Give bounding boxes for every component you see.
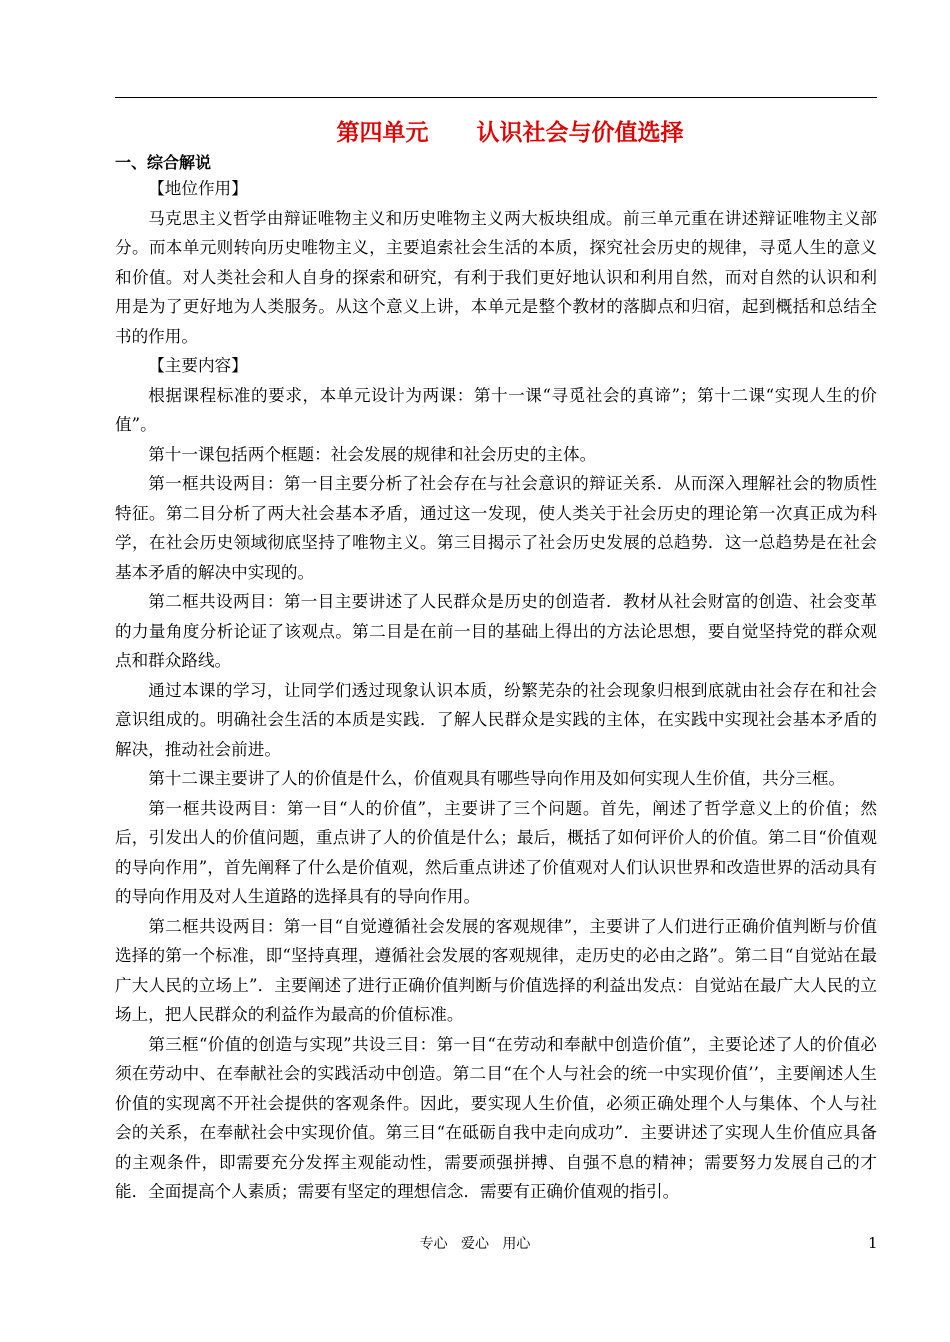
paragraph: 通过本课的学习，让同学们透过现象认识本质，纷繁芜杂的社会现象归根到底就由社会存在和社会意识组成的。明确社会生活的本质是实践．了解人民群众是实践的主体，在实践中实现社会基本矛盾的解决，推动社会前进。 bbox=[115, 680, 877, 759]
header-rule bbox=[115, 97, 877, 98]
unit-title: 第四单元 认识社会与价值选择 bbox=[336, 120, 684, 146]
subheading-main-content: 【主要内容】 bbox=[148, 356, 248, 375]
paragraph: 第一框共设两目：第一目“人的价值”，主要讲了三个问题。首先，阐述了哲学意义上的价值；然后，引发出人的价值问题，重点讲了人的价值是什么；最后，概括了如何评价人的价值。第二目“价值观的导向作用”，首先阐释了什么是价值观，然后重点讲述了价值观对人们认识世界和改造世界的活动具有的导向作用及对人生道路的选择具有的导向作用。 bbox=[115, 798, 877, 906]
footer-motto: 专心 爱心 用心 bbox=[419, 1236, 531, 1252]
paragraph: 马克思主义哲学由辩证唯物主义和历史唯物主义两大板块组成。前三单元重在讲述辩证唯物主义部分。而本单元则转向历史唯物主义，主要追索社会生活的本质，探究社会历史的规律，寻觅人生的意义和价值。对人类社会和人自身的探索和研究，有利于我们更好地认识和利用自然，而对自然的认识和利用是为了更好地为人类服务。从这个意义上讲，本单元是整个教材的落脚点和归宿，起到概括和总结全书的作用。 bbox=[115, 208, 877, 346]
paragraph: 根据课程标准的要求，本单元设计为两课：第十一课“寻觅社会的真谛”；第十二课“实现人生的价值”。 bbox=[115, 385, 877, 434]
subheading-position-role: 【地位作用】 bbox=[148, 179, 248, 198]
document-body bbox=[115, 174, 877, 1207]
paragraph: 第二框共设两目：第一目主要讲述了人民群众是历史的创造者．教材从社会财富的创造、社会变革的力量角度分析论证了该观点。第二目是在前一目的基础上得出的方法论思想，要自觉坚持党的群众观点和群众路线。 bbox=[115, 592, 877, 670]
paragraph: 第十一课包括两个框题：社会发展的规律和社会历史的主体。 bbox=[148, 444, 597, 464]
paragraph: 第二框共设两目：第一目“自觉遵循社会发展的客观规律”，主要讲了人们进行正确价值判断与价值选择的第一个标准，即“坚持真理，遵循社会发展的客观规律，走历史的必由之路”。第二目“自觉站在最广大人民的立场上”．主要阐述了进行正确价值判断与价值选择的利益出发点：自觉站在最广大人民的立场上，把人民群众的利益作为最高的价值标准。 bbox=[115, 916, 877, 1024]
page-number: 1 bbox=[868, 1234, 878, 1252]
paragraph: 第一框共设两目：第一目主要分析了社会存在与社会意识的辩证关系．从而深入理解社会的物质性特征。第二目分析了两大社会基本矛盾，通过这一发现，使人类关于社会历史的理论第一次真正成为科学，在社会历史领域彻底坚持了唯物主义。第三目揭示了社会历史发展的总趋势．这一总趋势是在社会基本矛盾的解决中实现的。 bbox=[115, 474, 877, 582]
paragraph: 第三框“价值的创造与实现”共设三目：第一目“在劳动和奉献中创造价值”，主要论述了人的价值必须在劳动中、在奉献社会的实践活动中创造。第二目“在个人与社会的统一中实现价值’’，主要阐述人生价值的实现离不开社会提供的客观条件。因此，要实现人生价值，必须正确处理个人与集体、个人与社会的关系，在奉献社会中实现价值。第三目“在砥砺自我中走向成功”．主要讲述了实现人生价值应具备的主观条件，即需要充分发挥主观能动性，需要顽强拼搏、自强不息的精神；需要努力发展自己的才能．全面提高个人素质；需要有坚定的理想信念．需要有正确价值观的指引。 bbox=[115, 1034, 877, 1201]
paragraph: 第十二课主要讲了人的价值是什么，价值观具有哪些导向作用及如何实现人生价值，共分三框。 bbox=[148, 769, 846, 788]
section-heading: 一、综合解说 bbox=[115, 153, 212, 172]
